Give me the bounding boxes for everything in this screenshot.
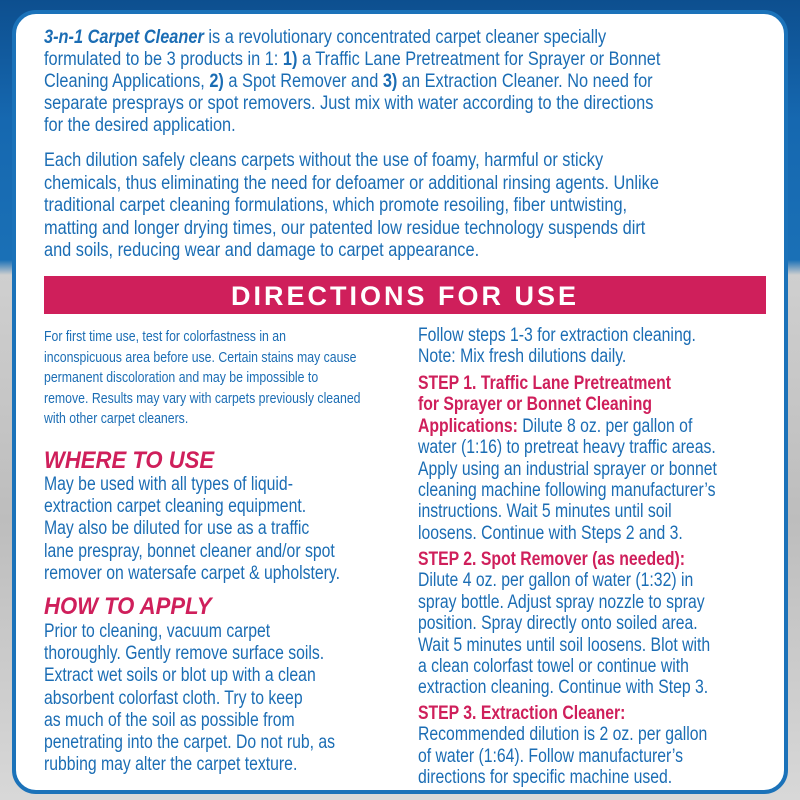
text-line: Wait 5 minutes until soil loosens. Blot with bbox=[418, 634, 711, 656]
caution-note bbox=[44, 327, 361, 430]
text-line: absorbent colorfast cloth. Try to keep bbox=[44, 687, 303, 709]
intro-text: is a revolutionary concentrated carpet cleaner specially bbox=[203, 27, 607, 48]
directions-banner: DIRECTIONS FOR USE bbox=[44, 276, 766, 314]
where-to-use-heading: WHERE TO USE bbox=[44, 447, 215, 474]
text-line: May also be diluted for use as a traffic bbox=[44, 518, 310, 540]
step-heading: STEP 2. Spot Remover (as needed): bbox=[418, 549, 686, 570]
item-number: 3) bbox=[382, 71, 398, 92]
intro-text: separate presprays or spot removers. Just mix with water according to the directions bbox=[44, 93, 654, 114]
text-line: permanent discoloration and may be impossible to bbox=[44, 369, 319, 386]
extraction-intro bbox=[418, 325, 696, 368]
text-line: matting and longer drying times, our patented low residue technology suspends dirt bbox=[44, 217, 646, 239]
text-line: Prior to cleaning, vacuum carpet bbox=[44, 621, 271, 642]
text-line: instructions. Wait 5 minutes until soil bbox=[418, 501, 672, 523]
benefits-paragraph bbox=[44, 150, 659, 263]
step-2 bbox=[418, 549, 710, 699]
intro-text: Cleaning Applications, bbox=[44, 71, 210, 92]
text-line: Apply using an industrial sprayer or bonnet bbox=[418, 458, 717, 480]
product-name: 3-n-1 Carpet Cleaner bbox=[44, 27, 204, 48]
item-number: 1) bbox=[282, 49, 298, 70]
text-line: remove. Results may vary with carpets previously cleaned bbox=[44, 389, 361, 407]
text-line: Recommended dilution is 2 oz. per gallon bbox=[418, 724, 708, 746]
how-to-apply-heading: HOW TO APPLY bbox=[44, 593, 212, 620]
text-line: spray bottle. Adjust spray nozzle to spray bbox=[418, 591, 705, 613]
intro-text: formulated to be 3 products in 1: bbox=[44, 49, 283, 70]
text-line: traditional carpet cleaning formulations, which promote resoiling, fiber untwisting, bbox=[44, 195, 628, 216]
text-line: as much of the soil as possible from bbox=[44, 709, 295, 731]
intro-text: a Spot Remover and bbox=[223, 71, 383, 92]
intro-text: a Traffic Lane Pretreatment for Sprayer or Bonnet bbox=[297, 49, 661, 70]
item-number: 2) bbox=[209, 71, 224, 92]
text-line: extraction carpet cleaning equipment. bbox=[44, 496, 307, 518]
step-1 bbox=[418, 373, 717, 544]
text-line: a clean colorfast towel or continue with bbox=[418, 656, 689, 678]
where-to-use-text bbox=[44, 474, 340, 585]
text-line: rubbing may alter the carpet texture. bbox=[44, 754, 298, 776]
intro-text: an Extraction Cleaner. No need for bbox=[397, 71, 653, 92]
text-line: cleaning machine following manufacturer’s bbox=[418, 480, 716, 502]
intro-text: for the desired application. bbox=[44, 115, 236, 136]
how-to-apply-text bbox=[44, 621, 335, 776]
text-line: Follow steps 1-3 for extraction cleaning. bbox=[418, 325, 696, 346]
text-line: with other carpet cleaners. bbox=[44, 410, 189, 427]
step-heading: for Sprayer or Bonnet Cleaning bbox=[418, 394, 652, 416]
text-line: chemicals, thus eliminating the need for defoamer or additional rinsing agents. Unlike bbox=[44, 172, 659, 194]
step-heading: STEP 3. Extraction Cleaner: bbox=[418, 703, 626, 724]
text-line: For first time use, test for colorfastness in an bbox=[44, 328, 286, 345]
text-line: Note: Mix fresh dilutions daily. bbox=[418, 346, 627, 368]
text-line: inconspicuous area before use. Certain stains may cause bbox=[44, 348, 357, 366]
text-line: and soils, reducing wear and damage to carpet appearance. bbox=[44, 240, 480, 261]
text-line: Dilute 4 oz. per gallon of water (1:32) in bbox=[418, 570, 694, 592]
text-line: position. Spray directly onto soiled area. bbox=[418, 613, 698, 635]
step-heading: STEP 1. Traffic Lane Pretreatment bbox=[418, 373, 672, 394]
text-line: loosens. Continue with Steps 2 and 3. bbox=[418, 522, 683, 544]
text-line: of water (1:64). Follow manufacturer’s bbox=[418, 745, 683, 767]
text-line: Each dilution safely cleans carpets without the use of foamy, harmful or sticky bbox=[44, 150, 604, 171]
text-line: water (1:16) to pretreat heavy traffic areas. bbox=[418, 437, 716, 459]
text-line: thoroughly. Gently remove surface soils. bbox=[44, 643, 325, 665]
text-line: directions for specific machine used. bbox=[418, 767, 673, 789]
text-line: extraction cleaning. Continue with Step 3. bbox=[418, 677, 709, 699]
text-line: Extract wet soils or blot up with a clean bbox=[44, 665, 316, 687]
step-heading: Applications: bbox=[418, 415, 518, 437]
intro-paragraph bbox=[44, 27, 660, 137]
step-3 bbox=[418, 703, 707, 789]
text-line: May be used with all types of liquid- bbox=[44, 474, 293, 495]
text-line: Dilute 8 oz. per gallon of bbox=[517, 415, 693, 437]
text-line: penetrating into the carpet. Do not rub, as bbox=[44, 732, 336, 754]
text-line: remover on watersafe carpet & upholstery. bbox=[44, 562, 340, 584]
text-line: lane prespray, bonnet cleaner and/or spot bbox=[44, 540, 335, 562]
